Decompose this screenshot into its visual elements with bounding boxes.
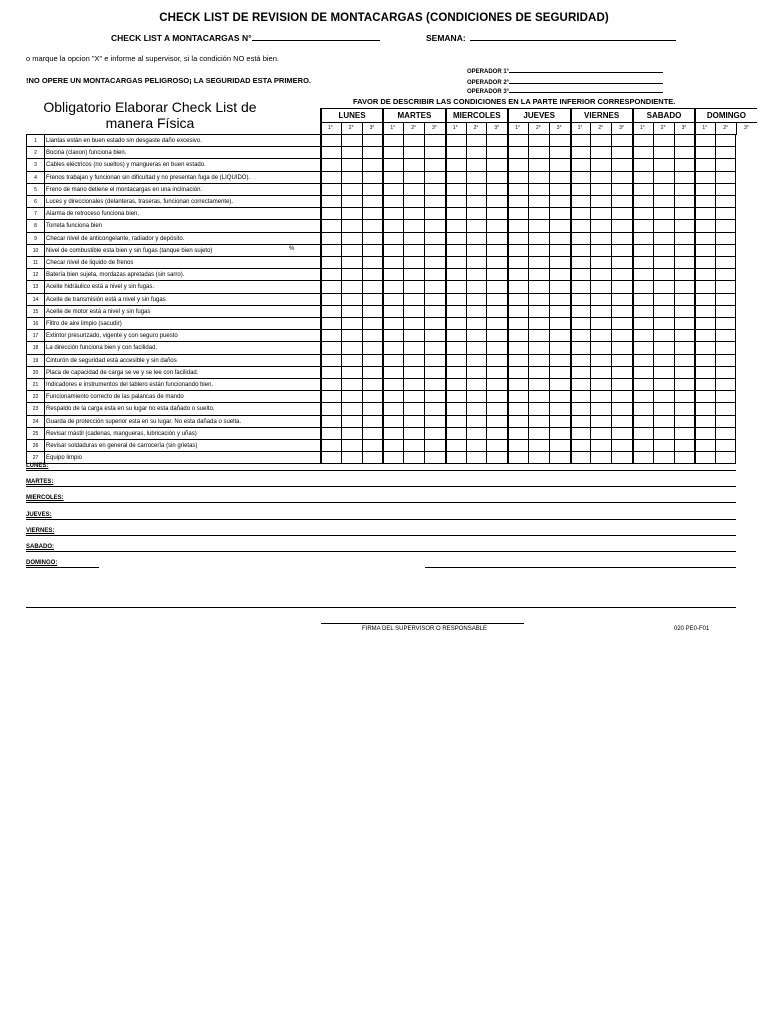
checklist-row [26,402,736,415]
item-number: 25 [26,428,45,440]
safety-warning: !NO OPERE UN MONTACARGAS PELIGROSO¡ LA SEGURIDAD ESTA PRIMERO. [26,76,312,85]
note-label-viernes: VIERNES: [26,527,55,534]
form-code: 020 PE0-F01 [674,626,710,632]
item-description: Bocina (claxon) funciona bien. [46,150,127,157]
checklist-row [26,415,736,428]
item-number: 16 [26,318,45,330]
item-description: Batería bien sujeta, mordazas apretadas (sin sarro). [46,272,185,279]
shift-label: 2° [536,125,541,131]
item-number: 6 [26,196,45,208]
checklist-row [26,305,736,318]
checklist-number-field[interactable] [111,31,380,43]
item-number: 19 [26,355,45,367]
note-line[interactable] [26,535,736,536]
note-line[interactable] [26,502,736,503]
days-left-border [320,108,321,134]
operator-3-field[interactable] [467,86,663,95]
supervisor-signature-label: FIRMA DEL SUPERVISOR O RESPONSABLE [362,626,488,632]
checklist-row [26,268,736,281]
item-number: 14 [26,294,45,306]
operator-1-field[interactable] [467,66,663,75]
shift-label: 2° [348,125,354,131]
checklist-row [26,244,736,257]
item-description: Torreta funciona bien [46,223,103,230]
item-description: Guarda de protección superior esta en su lugar. No esta dañada o suelta. [46,418,242,425]
signature-line[interactable] [321,623,524,624]
operator-2-label: OPERADOR 2° [467,80,510,86]
item-number: 12 [26,269,45,281]
operator-2-line [509,77,663,84]
item-number: 5 [26,184,45,196]
checklist-row [26,341,736,354]
checklist-row [26,158,736,171]
item-description: Aceite de motor está a nivel y sin fugas [46,308,151,315]
checklist-row [26,195,736,208]
shift-label: 1° [515,125,520,131]
note-line[interactable] [26,519,736,520]
item-description: Indicadores e instrumentos del tablero están funcionando bien. [46,382,214,388]
shift-label: 2° [660,125,666,131]
shift-divider [736,122,737,135]
form-title: CHECK LIST DE REVISION DE MONTACARGAS (CONDICIONES DE SEGURIDAD) [159,12,609,24]
shift-label: 1° [452,125,458,131]
table-bottom-rule [26,463,736,464]
item-description: Cinturón de seguridad está accesible y sin daños [46,357,177,364]
item-description: Nivel de combustible esta bien y sin fugas (tanque bien sujeto) [46,247,213,254]
checklist-number-label: CHECK LIST A MONTACARGAS N° [111,33,252,43]
item-description: Checar nivel de anticongelante, radiador y depósito. [46,235,185,242]
day-header-miercoles: MIERCOLES [445,108,508,123]
shift-label: 1° [702,125,708,131]
operator-1-line [509,66,663,73]
item-description: Funcionamiento correcto de las palancas de mando [46,394,184,401]
item-number: 2 [26,147,45,159]
day-header-jueves: JUEVES [507,108,570,123]
item-description: Aceite hidráulico está a nivel y sin fugas. [46,284,155,291]
item-number: 23 [26,403,45,415]
shift-label: 3° [494,125,500,131]
item-description: Llantas están en buen estado sin desgaste daño excesivo. [46,138,202,144]
percent-mark: % [289,246,295,252]
item-number: 22 [26,391,45,403]
checklist-row [26,171,736,184]
checklist-row [26,354,736,367]
note-line[interactable] [26,470,736,471]
checklist-row [26,427,736,440]
semana-label: SEMANA: [426,33,466,43]
item-description: Revisar soldaduras en general de carrocería (sin grietas) [46,443,198,449]
item-description: Aceite de transmisión está a nivel y sin fugas [46,296,166,303]
item-number: 26 [26,440,45,452]
day-header-lunes: LUNES [320,108,383,123]
checklist-row [26,366,736,379]
checklist-row [26,280,736,293]
item-number: 4 [26,172,45,184]
checklist-row [26,232,736,245]
item-number: 3 [26,159,45,171]
item-number: 1 [26,135,45,147]
item-number: 24 [26,416,45,428]
item-number: 15 [26,306,45,318]
shift-label: 3° [432,125,437,131]
shift-label: 2° [473,125,479,131]
note-line[interactable] [26,567,99,568]
operator-1-label: OPERADOR 1° [467,69,510,75]
item-description: Respaldo de la carga esta en su lugar no esta dañado o suelto. [46,406,215,413]
table-right-border [735,134,736,463]
item-number: 11 [26,257,45,269]
shift-label: 3° [681,125,687,131]
shift-label: 2° [723,125,728,131]
note-label-domingo: DOMINGO: [26,560,58,567]
item-description: Luces y direccionales (delanteras, traseras, funcionan correctamente). [46,199,234,205]
item-number: 20 [26,367,45,379]
shift-label: 1° [577,125,583,131]
item-number: 9 [26,233,45,245]
instruction-text: o marque la opcion "X" e informe al supervisor, si la condición NO está bien. [26,54,279,63]
describe-conditions-note: FAVOR DE DESCRIBIR LAS CONDICIONES EN LA PARTE INFERIOR CORRESPONDIENTE. [353,97,676,106]
shift-label: 3° [619,125,624,131]
item-description: Checar nivel de liquido de frenos [46,260,134,266]
item-number: 10 [26,245,45,257]
operator-2-field[interactable] [467,77,663,86]
semana-field[interactable] [426,31,676,43]
shift-label: 3° [369,125,375,131]
item-number: 8 [26,220,45,232]
note-label-jueves: JUEVES: [26,511,52,518]
item-description: La dirección funciona bien y con facilidad. [46,345,158,352]
item-description: Equipo limpio [46,455,83,462]
checklist-row [26,329,736,342]
shift-label: 1° [640,125,645,131]
shift-label: 1° [328,125,333,131]
item-description: Revisar mástil (cadenas, mangueras, lubricación y uñas) [46,430,197,437]
shift-label: 2° [598,125,604,131]
checklist-row [26,207,736,220]
item-description: Filtro de aire limpio (sacudir) [46,321,122,327]
item-description: Frenos trabajan y funcionan sin dificultad y no presentan fuga de (LIQUIDO). [46,174,251,181]
item-description: Extintor presurizado, vigente y con seguro puesto [46,333,178,340]
day-header-martes: MARTES [382,108,445,123]
day-header-sabado: SABADO [632,108,695,123]
checklist-row [26,439,736,452]
item-number: 18 [26,342,45,354]
note-label-miercoles: MIERCOLES: [26,495,64,502]
item-number: 7 [26,208,45,220]
item-description: Cables eléctricos (no sueltos) y mangueras en buen estado. [46,162,206,169]
shift-label: 3° [744,125,749,131]
item-number: 27 [26,452,45,464]
shift-label: 1° [390,125,396,131]
checklist-row [26,183,736,196]
operator-3-label: OPERADOR 3° [467,89,510,95]
shift-label: 2° [411,125,416,131]
checklist-row [26,219,736,232]
item-number: 13 [26,281,45,293]
checklist-row [26,256,736,269]
checklist-row [26,390,736,403]
checklist-row [26,317,736,330]
checklist-row [26,451,736,464]
item-number: 17 [26,330,45,342]
day-header-viernes: VIERNES [570,108,633,123]
note-line[interactable] [26,551,736,552]
note-label-martes: MARTES: [26,479,54,486]
item-description: Placa de capacidad de carga se ve y se lee con facilidad. [46,369,199,376]
checklist-row [26,146,736,159]
item-description: Alarma de retroceso funciona bien. [46,211,140,218]
item-description: Freno de mano detiene el montacargas en una inclinación. [46,186,203,193]
day-header-rule [320,122,736,123]
note-label-sabado: SABADO: [26,544,54,550]
item-number: 21 [26,379,45,391]
note-line[interactable] [26,486,736,487]
shift-label: 3° [556,125,562,131]
checklist-row [26,378,736,391]
checklist-row [26,134,736,147]
semana-line [470,31,676,41]
day-header-domingo: DOMINGO [694,108,757,123]
operator-3-line [509,86,663,93]
days-header [320,108,749,135]
checklist-row [26,293,736,306]
checklist-number-line [252,31,380,41]
mandatory-note: Obligatorio Elaborar Check List de manera Física [43,99,257,131]
note-line[interactable] [425,567,736,568]
note-label-lunes: LUNES: [26,463,49,469]
notes-bottom-rule [26,607,736,608]
